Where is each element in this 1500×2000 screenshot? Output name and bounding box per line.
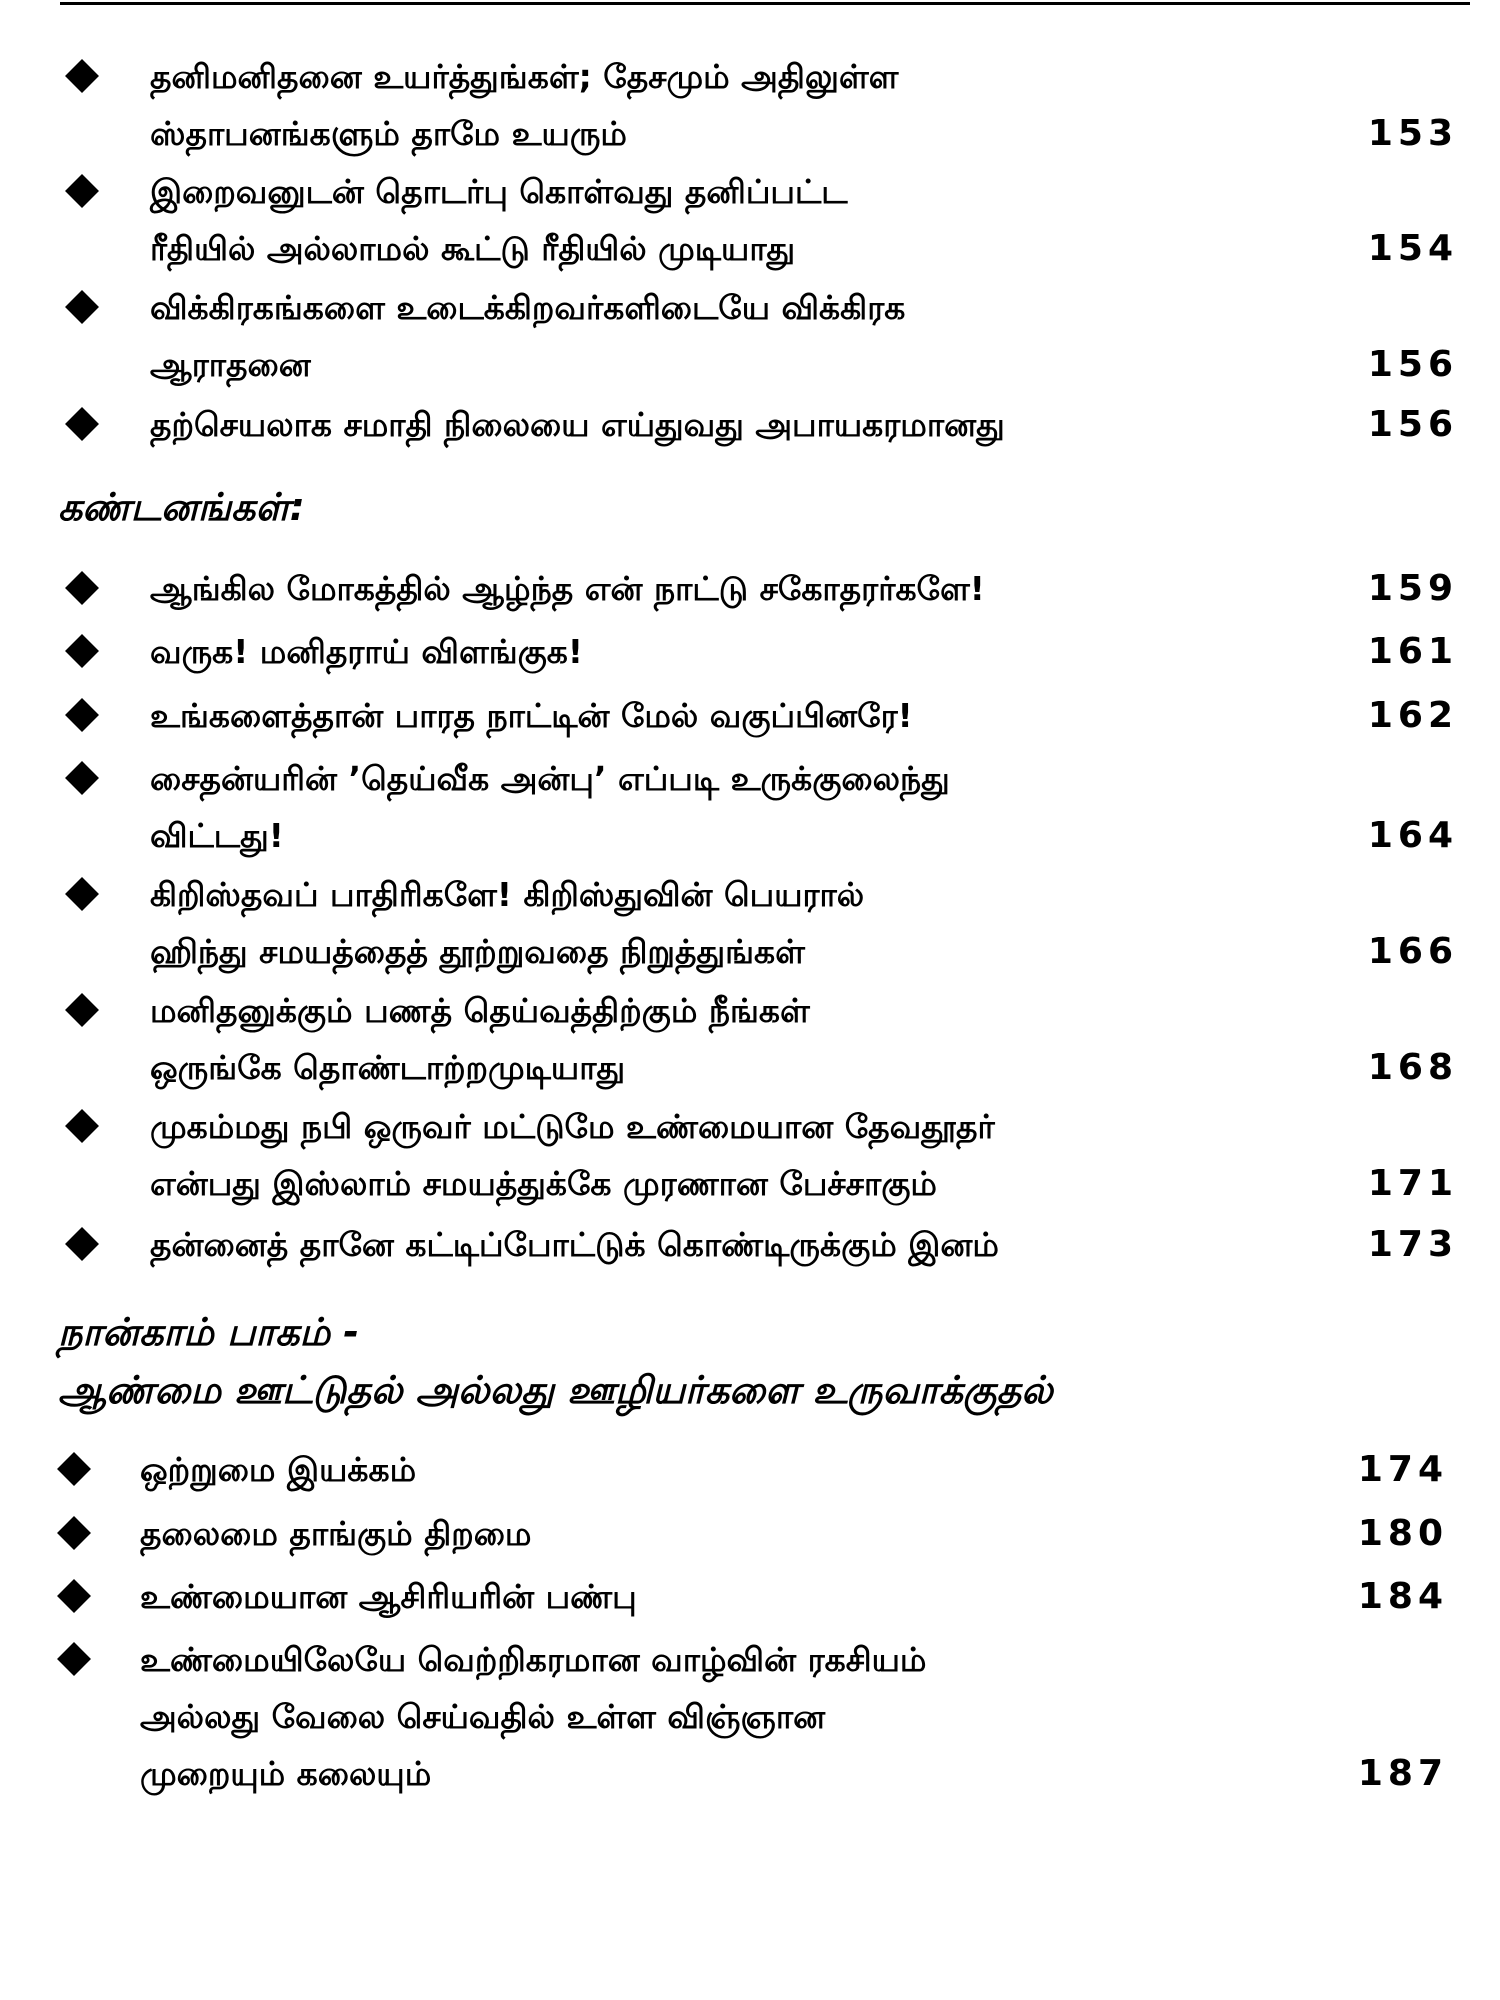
- entry-line: முறையும் கலையும்: [140, 1754, 432, 1793]
- page-number: 162: [1367, 695, 1458, 736]
- diamond-bullet-icon: [65, 571, 99, 605]
- page-number: 161: [1367, 631, 1458, 672]
- entry-line: விக்கிரகங்களை உடைக்கிறவர்களிடையே விக்கிரக: [150, 288, 906, 327]
- diamond-bullet-icon: [65, 59, 99, 93]
- page-number: 166: [1367, 931, 1458, 972]
- entry-line: உண்மையான ஆசிரியரின் பண்பு: [140, 1577, 637, 1616]
- page-number: 156: [1367, 344, 1458, 385]
- diamond-bullet-icon: [65, 761, 99, 795]
- entry-line: உண்மையிலேயே வெற்றிகரமான வாழ்வின் ரகசியம்: [140, 1640, 927, 1679]
- page-number: 173: [1367, 1224, 1458, 1265]
- entry-line: ஆராதனை: [150, 345, 311, 384]
- top-rule: [60, 2, 1470, 5]
- part-heading-subtitle: ஆண்மை ஊட்டுதல் அல்லது ஊழியர்களை உருவாக்குதல்: [58, 1368, 1053, 1412]
- entry-line: தன்னைத் தானே கட்டிப்போட்டுக் கொண்டிருக்கும் இனம்: [150, 1225, 999, 1264]
- diamond-bullet-icon: [65, 698, 99, 732]
- diamond-bullet-icon: [65, 407, 99, 441]
- diamond-bullet-icon: [57, 1452, 91, 1486]
- page-number: 159: [1367, 568, 1458, 609]
- entry-line: இறைவனுடன் தொடர்பு கொள்வது தனிப்பட்ட: [150, 172, 848, 211]
- page-number: 168: [1367, 1047, 1458, 1088]
- page-number: 171: [1367, 1163, 1458, 1204]
- page-number: 154: [1367, 228, 1458, 269]
- diamond-bullet-icon: [57, 1579, 91, 1613]
- diamond-bullet-icon: [65, 993, 99, 1027]
- diamond-bullet-icon: [65, 174, 99, 208]
- entry-line: தற்செயலாக சமாதி நிலையை எய்துவது அபாயகரமானது: [150, 405, 1005, 444]
- entry-line: தலைமை தாங்கும் திறமை: [140, 1514, 532, 1553]
- page-number: 180: [1357, 1513, 1448, 1554]
- diamond-bullet-icon: [65, 1227, 99, 1261]
- entry-line: தனிமனிதனை உயர்த்துங்கள்; தேசமும் அதிலுள்ள: [150, 57, 899, 96]
- entry-line: ஒருங்கே தொண்டாற்றமுடியாது: [150, 1048, 626, 1087]
- entry-line: ஒற்றுமை இயக்கம்: [140, 1450, 417, 1489]
- page-number: 184: [1357, 1576, 1448, 1617]
- diamond-bullet-icon: [65, 1109, 99, 1143]
- diamond-bullet-icon: [65, 634, 99, 668]
- entry-line: முகம்மது நபி ஒருவர் மட்டுமே உண்மையான தேவதூதர்: [150, 1107, 995, 1146]
- diamond-bullet-icon: [65, 290, 99, 324]
- entry-line: ஹிந்து சமயத்தைத் தூற்றுவதை நிறுத்துங்கள்: [150, 932, 805, 971]
- page-number: 156: [1367, 404, 1458, 445]
- entry-line: என்பது இஸ்லாம் சமயத்துக்கே முரணான பேச்சாகும்: [150, 1164, 937, 1203]
- entry-line: மனிதனுக்கும் பணத் தெய்வத்திற்கும் நீங்கள்: [150, 991, 810, 1030]
- entry-line: கிறிஸ்தவப் பாதிரிகளே! கிறிஸ்துவின் பெயரால்: [150, 875, 865, 914]
- diamond-bullet-icon: [57, 1516, 91, 1550]
- entry-line: ஸ்தாபனங்களும் தாமே உயரும்: [150, 114, 627, 153]
- page-number: 153: [1367, 113, 1458, 154]
- entry-line: ரீதியில் அல்லாமல் கூட்டு ரீதியில் முடியாது: [150, 229, 796, 268]
- entry-line: விட்டது!: [150, 816, 284, 855]
- entry-line: சைதன்யரின் ’தெய்வீக அன்பு’ எப்படி உருக்குலைந்து: [150, 759, 950, 798]
- part-heading: நான்காம் பாகம் -: [58, 1310, 360, 1354]
- diamond-bullet-icon: [57, 1642, 91, 1676]
- page-number: 187: [1357, 1753, 1448, 1794]
- entry-line: உங்களைத்தான் பாரத நாட்டின் மேல் வகுப்பினரே!: [150, 696, 913, 735]
- page-number: 174: [1357, 1449, 1448, 1490]
- entry-line: வருக! மனிதராய் விளங்குக!: [150, 632, 583, 671]
- entry-line: அல்லது வேலை செய்வதில் உள்ள விஞ்ஞான: [140, 1697, 826, 1736]
- section-heading: கண்டனங்கள்:: [58, 485, 305, 529]
- entry-line: ஆங்கில மோகத்தில் ஆழ்ந்த என் நாட்டு சகோதரர்களே!: [150, 569, 985, 608]
- page-number: 164: [1367, 815, 1458, 856]
- diamond-bullet-icon: [65, 877, 99, 911]
